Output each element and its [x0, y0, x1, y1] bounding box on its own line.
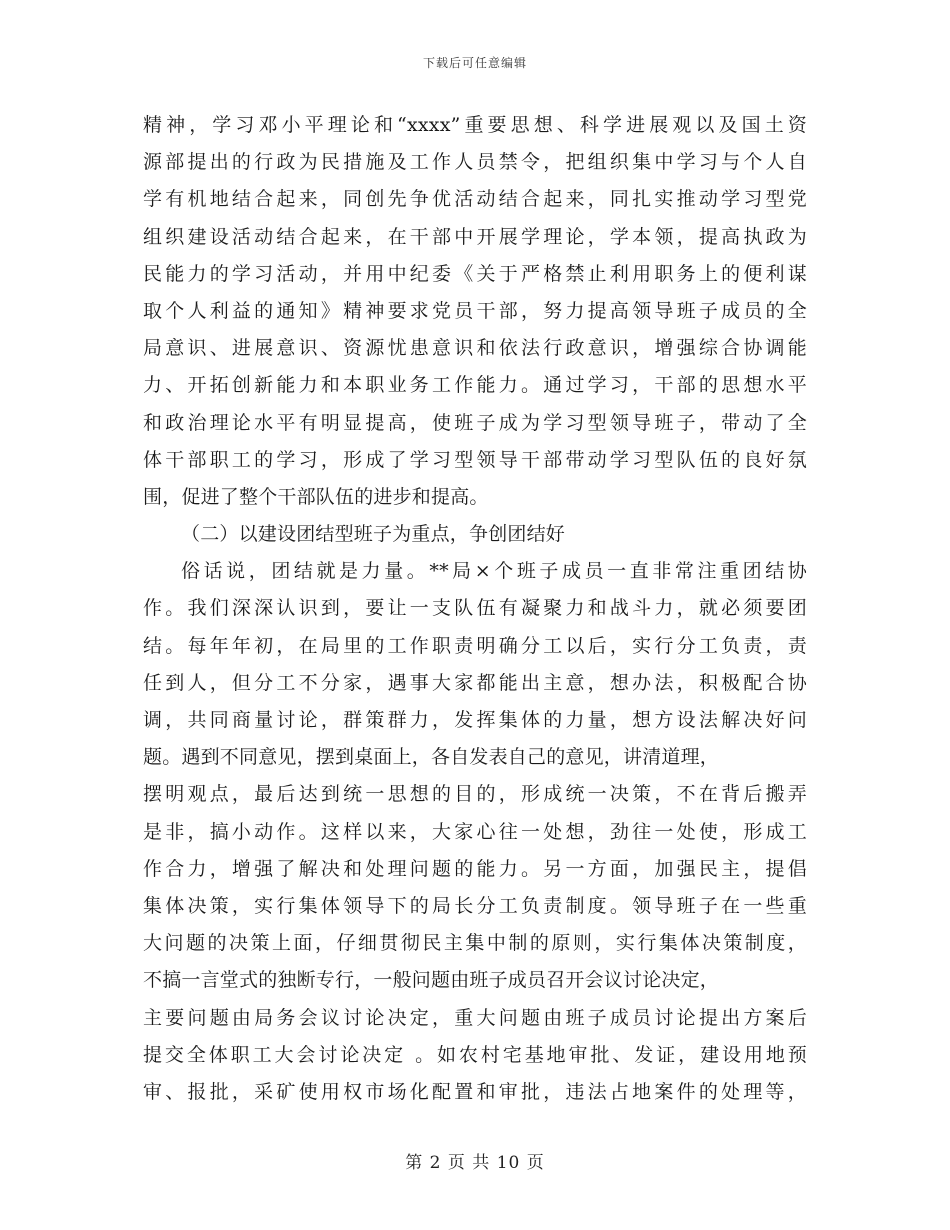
text-line: 提交全体职工大会讨论决定 。如农村宅基地审批、发证，建设用地预: [143, 1043, 807, 1066]
text-line: 俗话说，团结就是力量。**局×个班子成员一直非常注重团结协: [181, 560, 807, 583]
text-line: 结。每年年初，在局里的工作职责明确分工以后，实行分工负责，责: [143, 634, 807, 657]
page-number: 第 2 页 共 10 页: [405, 1153, 545, 1173]
text-line: 任到人，但分工不分家，遇事大家都能出主意，想办法，积极配合协: [143, 671, 807, 694]
text-line: 作合力，增强了解决和处理问题的能力。另一方面，加强民主，提倡: [143, 857, 807, 880]
text-line: 学有机地结合起来，同创先争优活动结合起来，同扎实推动学习型党: [143, 188, 807, 211]
document-body: [143, 107, 807, 1111]
text-line: 主要问题由局务会议讨论决定，重大问题由班子成员讨论提出方案后: [143, 1006, 807, 1029]
text-line: 调，共同商量讨论，群策群力，发挥集体的力量，想方设法解决好问: [143, 709, 807, 731]
text-line: 题。遇到不同意见，摆到桌面上，各自发表自己的意见，讲清道理，: [143, 746, 720, 769]
text-line: 体干部职工的学习，形成了学习型领导干部带动学习型队伍的良好氛: [143, 448, 807, 471]
text-line: 局意识、进展意识、资源忧患意识和依法行政意识，增强综合协调能: [143, 337, 807, 360]
text-line: 力、开拓创新能力和本职业务工作能力。通过学习，干部的思想水平: [143, 374, 807, 397]
text-line: 和政治理论水平有明显提高，使班子成为学习型领导班子，带动了全: [143, 411, 807, 434]
text-line: 大问题的决策上面，仔细贯彻民主集中制的原则，实行集体决策制度，: [143, 932, 807, 955]
text-line: 集体决策，实行集体领导下的局长分工负责制度。领导班子在一些重: [143, 894, 807, 917]
text-line: 组织建设活动结合起来，在干部中开展学理论，学本领，提高执政为: [143, 225, 807, 248]
page-header: 下载后可任意编辑: [422, 56, 527, 70]
section-heading: （二）以建设团结型班子为重点，争创团结好: [181, 523, 566, 546]
text-line: 民能力的学习活动，并用中纪委《关于严格禁止利用职务上的便利谋: [143, 262, 807, 285]
text-line: 是非，搞小动作。这样以来，大家心往一处想，劲往一处使，形成工: [143, 820, 807, 843]
text-line: 精神，学习邓小平理论和“xxxx”重要思想、科学进展观以及国土资: [143, 114, 807, 136]
text-line: 围，促进了整个干部队伍的进步和提高。: [143, 485, 489, 508]
text-line: 作。我们深深认识到，要让一支队伍有凝聚力和战斗力，就必须要团: [143, 597, 807, 620]
text-line: 源部提出的行政为民措施及工作人员禁令，把组织集中学习与个人自: [143, 151, 807, 174]
text-line: 审、报批，采矿使用权市场化配置和审批，违法占地案件的处理等，: [143, 1080, 807, 1103]
text-line: 摆明观点，最后达到统一思想的目的，形成统一决策，不在背后搬弄: [143, 783, 807, 806]
text-line: 取个人利益的通知》精神要求党员干部，努力提高领导班子成员的全: [143, 299, 807, 322]
text-line: 不搞一言堂式的独断专行，一般问题由班子成员召开会议讨论决定，: [143, 969, 720, 992]
